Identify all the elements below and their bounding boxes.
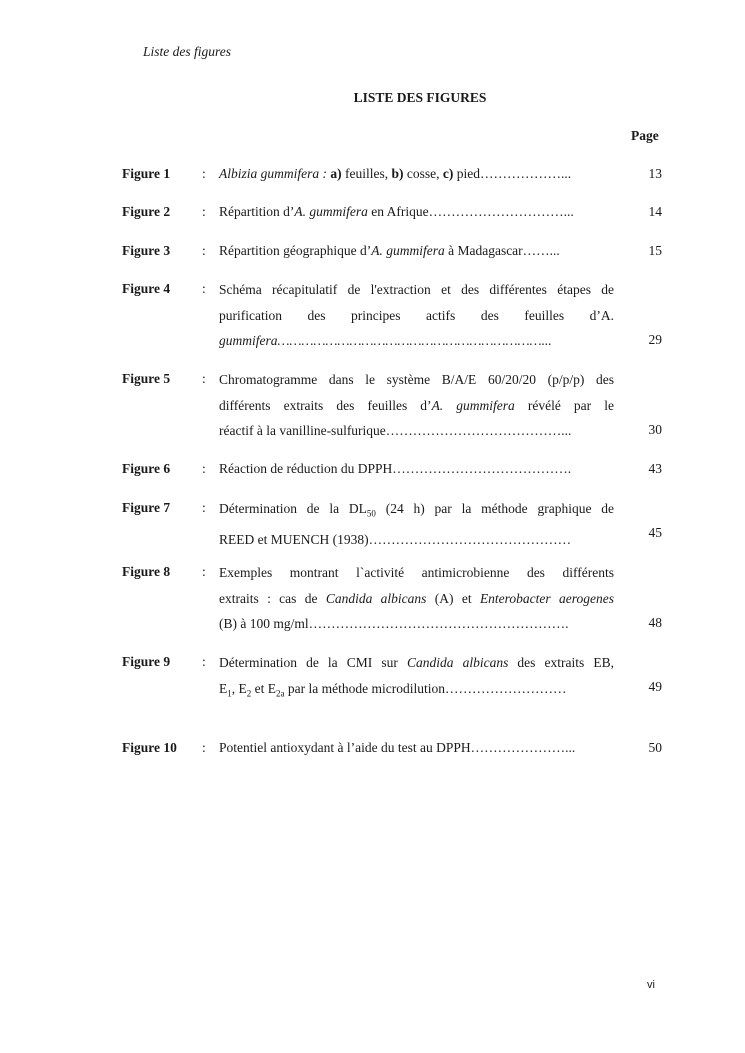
page-number: 29 xyxy=(648,332,662,347)
colon: : xyxy=(202,500,206,515)
colon: : xyxy=(202,740,206,755)
figure-label: Figure 6 xyxy=(122,461,171,476)
page-number: 13 xyxy=(648,166,662,181)
page-number: 15 xyxy=(648,243,662,258)
figure-label: Figure 10 xyxy=(122,740,177,755)
figure-description: Schéma récapitulatif de l'extraction et des différentes étapes de purification des principes actifs des feuilles d’A. gummifera…………………………………………………………... xyxy=(219,282,614,348)
page-number: 48 xyxy=(648,615,662,630)
page-number: 45 xyxy=(648,525,662,540)
figure-label: Figure 2 xyxy=(122,204,171,219)
footer-page-number: vi xyxy=(647,979,655,991)
figure-label: Figure 1 xyxy=(122,166,171,181)
figure-description: Réaction de réduction du DPPH…………………………………. xyxy=(219,461,572,476)
colon: : xyxy=(202,243,206,258)
colon: : xyxy=(202,204,206,219)
colon: : xyxy=(202,281,206,296)
page-number: 50 xyxy=(648,740,662,755)
page-column-header: Page xyxy=(631,128,659,143)
page-number: 49 xyxy=(648,679,662,694)
page-number: 30 xyxy=(648,422,662,437)
figure-description: Chromatogramme dans le système B/A/E 60/20/20 (p/p/p) des différents extraits des feuilles d’A. gummifera révélé par le réactif à la vanilline-sulfurique…………………………………... xyxy=(219,372,615,438)
running-header: Liste des figures xyxy=(143,44,232,59)
figure-description: Répartition géographique d’A. gummifera à Madagascar……... xyxy=(219,243,560,258)
figure-label: Figure 7 xyxy=(122,500,171,515)
figure-label: Figure 3 xyxy=(122,243,171,258)
figure-description: Albizia gummifera : a) feuilles, b) cosse, c) pied………………... xyxy=(219,166,572,181)
colon: : xyxy=(202,564,206,579)
colon: : xyxy=(202,461,206,476)
page-title: LISTE DES FIGURES xyxy=(353,90,487,105)
page-number: 14 xyxy=(648,204,662,219)
figure-label: Figure 5 xyxy=(122,371,171,386)
colon: : xyxy=(202,654,206,669)
figure-label: Figure 9 xyxy=(122,654,171,669)
figure-description: Détermination de la $DL_{50}$ (24 h) par la méthode graphique de REED et MUENCH (1938)……………………………………… xyxy=(219,501,614,548)
colon: : xyxy=(202,166,206,181)
figure-label: Figure 8 xyxy=(122,564,171,579)
colon: : xyxy=(202,371,206,386)
figure-description: Répartition d’A. gummifera en Afrique…………………………... xyxy=(219,204,574,219)
page-number: 43 xyxy=(648,461,662,476)
figure-description: Détermination de la CMI sur Candida albicans des extraits EB, $E_1$, $E_2$ et $E_{2a}$ par la méthode microdilution……………………… xyxy=(219,655,614,699)
figure-description: Potentiel antioxydant à l’aide du test au DPPH…………………... xyxy=(219,740,576,755)
figure-description: Exemples montrant l`activité antimicrobienne des différents extraits : cas de Candida albicans (A) et Enterobacter aerogenes (B) à 100 mg/ml…………………………………………………. xyxy=(219,565,614,631)
figure-label: Figure 4 xyxy=(122,281,171,296)
